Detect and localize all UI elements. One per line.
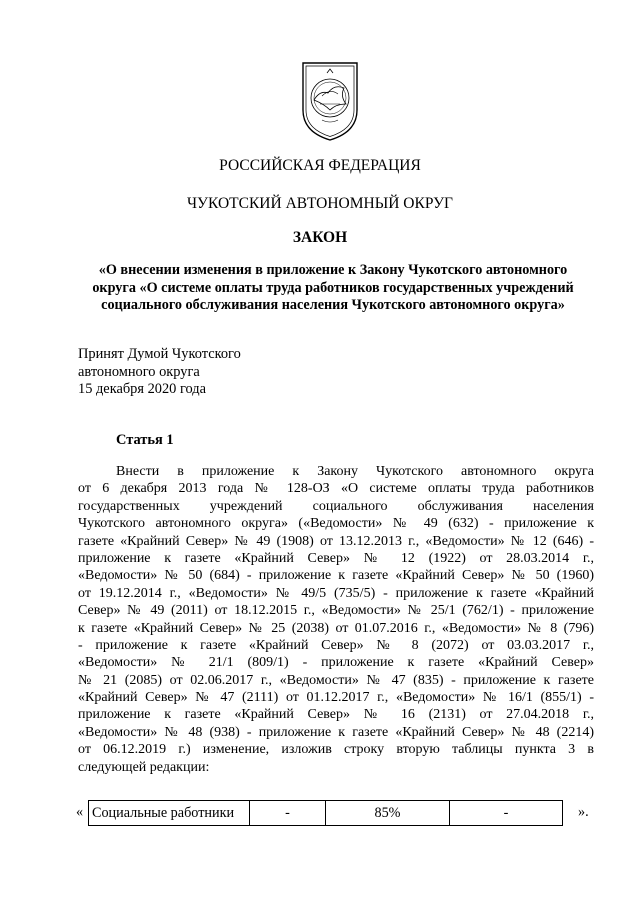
- table-cell-percent: 85%: [326, 801, 450, 826]
- article-line: государственных учреждений социального обслуживания населения: [78, 498, 594, 514]
- article-line: от 19.12.2014 г., «Ведомости» № 49/5 (735/5) - приложение к газете «Крайний: [78, 585, 594, 601]
- table-cell: -: [250, 801, 326, 826]
- article-line: Внести в приложение к Закону Чукотского автономного округа: [116, 464, 594, 479]
- article-line: приложение к газете «Крайний Север» № 12 (1922) от 28.03.2014 г.,: [78, 550, 594, 566]
- law-title-line: округа «О системе оплаты труда работников государственных учреждений: [92, 279, 574, 296]
- adoption-line: Принят Думой Чукотского: [78, 346, 241, 362]
- article-line: Север» № 49 (2011) от 18.12.2015 г., «Ведомости» № 25/1 (762/1) - приложение: [78, 603, 594, 619]
- article-line: к газете «Крайний Север» № 25 (2038) от 01.07.2016 г., «Ведомости» № 8 (796): [78, 620, 594, 636]
- rate-table: [88, 800, 563, 826]
- article-line: «Ведомости» № 48 (938) - приложение к газете «Крайний Север» № 48 (2214): [78, 724, 594, 740]
- article-body: [78, 463, 594, 776]
- opening-quote: «: [76, 804, 84, 820]
- region-heading: ЧУКОТСКИЙ АВТОНОМНЫЙ ОКРУГ: [186, 195, 454, 212]
- article-line: Чукотского автономного округа» («Ведомости» № 49 (632) - приложение к: [78, 516, 594, 532]
- document-type-heading: ЗАКОН: [292, 229, 348, 246]
- table-row: [89, 801, 563, 826]
- law-title-line: «О внесении изменения в приложение к Закону Чукотского автономного: [98, 262, 568, 278]
- article-line: «Ведомости» № 50 (684) - приложение к газете «Крайний Север» № 50 (1960): [78, 568, 594, 584]
- article-line: газете «Крайний Север» № 49 (1908) от 13.12.2013 г., «Ведомости» № 12 (646) -: [78, 533, 594, 549]
- law-title: [72, 262, 594, 315]
- article-line: № 21 (2085) от 02.06.2017 г., «Ведомости» № 47 (835) - приложение к газете: [78, 672, 594, 688]
- article-line: приложение к газете «Крайний Север» № 16 (2131) от 27.04.2018 г.,: [78, 707, 594, 723]
- country-heading: РОССИЙСКАЯ ФЕДЕРАЦИЯ: [219, 157, 421, 174]
- adoption-line: автономного округа: [78, 363, 200, 380]
- article-line: от 6 декабря 2013 года № 128-ОЗ «О системе оплаты труда работников: [78, 481, 594, 497]
- coat-of-arms-emblem: [300, 60, 360, 142]
- table-cell: -: [450, 801, 563, 826]
- amended-table-row: [76, 800, 596, 826]
- law-title-line: социального обслуживания населения Чукотского автономного округа»: [101, 297, 565, 313]
- article-heading: Статья 1: [116, 432, 174, 448]
- adoption-date: 15 декабря 2020 года: [78, 381, 207, 397]
- adoption-info: [78, 346, 241, 399]
- closing-quote: ».: [578, 804, 589, 820]
- article-line: - приложение к газете «Крайний Север» № 8 (2072) от 03.03.2017 г.,: [78, 637, 594, 653]
- article-line: «Ведомости» № 21/1 (809/1) - приложение к газете «Крайний Север»: [78, 655, 594, 671]
- article-line: следующей редакции:: [78, 759, 210, 775]
- article-line: от 06.12.2019 г.) изменение, изложив строку вторую таблицы пункта 3 в: [78, 742, 594, 758]
- table-cell-category: Социальные работники: [89, 801, 250, 826]
- article-line: «Крайний Север» № 47 (2111) от 01.12.2017 г., «Ведомости» № 16/1 (855/1) -: [78, 690, 594, 706]
